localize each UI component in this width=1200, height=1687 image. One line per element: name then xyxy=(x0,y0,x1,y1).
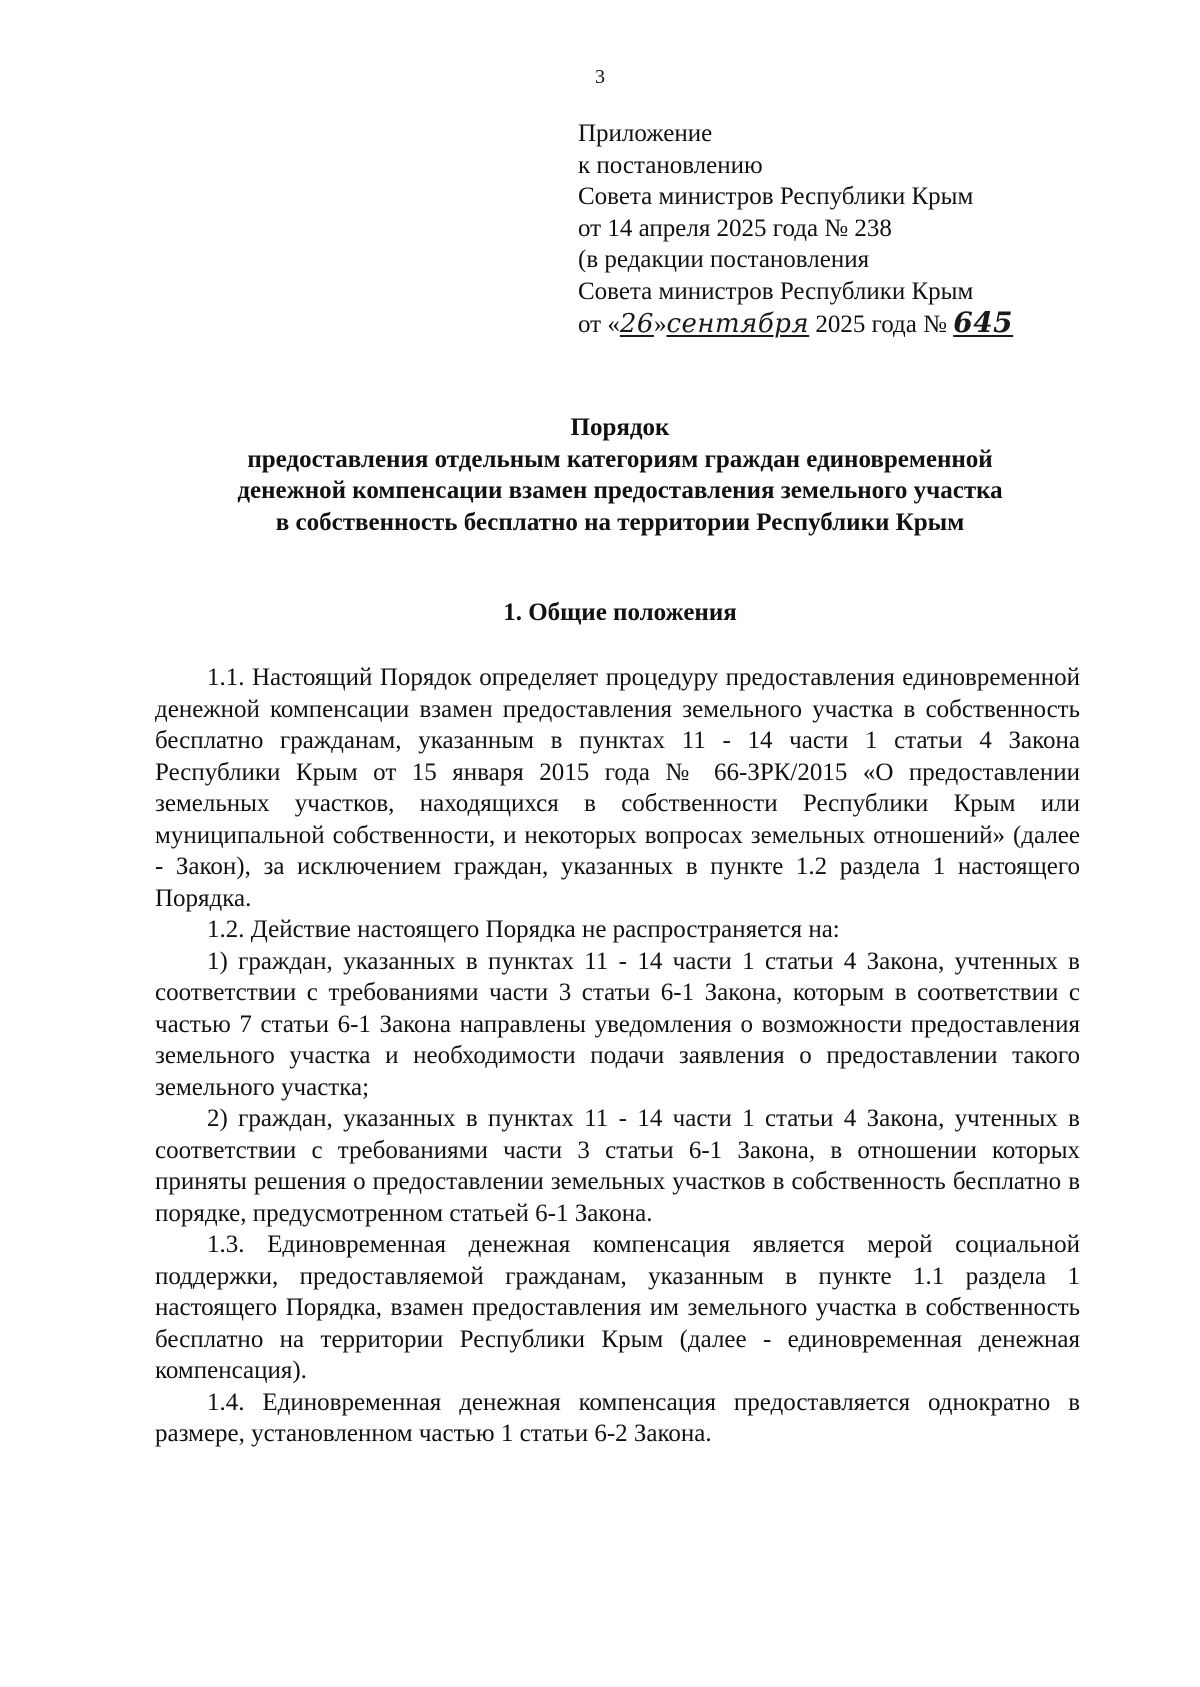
title-line: денежной компенсации взамен предоставления земельного участка xyxy=(237,477,1003,504)
amendment-date-quote: » xyxy=(653,311,667,338)
appendix-line: Совета министров Республики Крым xyxy=(578,183,974,210)
section-body xyxy=(155,662,1080,1450)
appendix-header xyxy=(578,118,1013,339)
paragraph: 1.3. Единовременная денежная компенсация является мерой социальной поддержки, предоставляемой гражданам, указанным в пункте 1.1 раздела 1 настоящего Порядка, взамен предоставления им земельного участка в собственность бесплатно на территории Республики Крым (далее - единовременная денежная компенсация). xyxy=(155,1231,1080,1384)
page-number: 3 xyxy=(595,66,605,88)
amendment-year: 2025 года № xyxy=(809,311,954,338)
handwritten-month: сентября xyxy=(666,309,810,339)
title-line: в собственность бесплатно на территории Республики Крым xyxy=(275,508,965,536)
appendix-line: (в редакции постановления xyxy=(578,246,870,273)
appendix-line: от 14 апреля 2025 года № 238 xyxy=(578,214,892,242)
title-line: предоставления отдельным категориям граждан единовременной xyxy=(247,445,993,473)
paragraph: 1) граждан, указанных в пунктах 11 - 14 части 1 статьи 4 Закона, учтенных в соответствии с требованиями части 3 статьи 6-1 Закона, которым в соответствии с частью 7 статьи 6-1 Закона направлены уведомления о возможности предоставления земельного участка и необходимости подачи заявления о предоставлении такого земельного участка; xyxy=(155,947,1080,1101)
handwritten-day: 26 xyxy=(619,309,654,339)
handwritten-number: 645 xyxy=(953,306,1014,339)
title-line: Порядок xyxy=(570,414,670,441)
paragraph: 2) граждан, указанных в пунктах 11 - 14 части 1 статьи 4 Закона, учтенных в соответствии с требованиями части 3 статьи 6-1 Закона, в отношении которых приняты решения о предоставлении земельных участков в собственность бесплатно в порядке, предусмотренном статьей 6-1 Закона. xyxy=(155,1105,1080,1227)
paragraph: 1.1. Настоящий Порядок определяет процедуру предоставления единовременной денежной компенсации взамен предоставления земельного участка в собственность бесплатно гражданам, указанным в пунктах 11 - 14 части 1 статьи 4 Закона Республики Крым от 15 января 2015 года № 66-ЗРК/2015 «О предоставлении земельных участков, находящихся в собственности Республики Крым или муниципальной собственности, и некоторых вопросах земельных отношений» (далее - Закон), за исключением граждан, указанных в пункте 1.2 раздела 1 настоящего Порядка. xyxy=(155,664,1080,912)
paragraph: 1.2. Действие настоящего Порядка не распространяется на: xyxy=(207,916,840,943)
appendix-line: Приложение xyxy=(578,120,713,147)
section-heading: 1. Общие положения xyxy=(503,599,737,626)
document-title xyxy=(160,412,1080,538)
appendix-line: Совета министров Республики Крым xyxy=(578,277,974,305)
appendix-amendment-line xyxy=(578,307,1013,339)
paragraph: 1.4. Единовременная денежная компенсация предоставляется однократно в размере, установленном частью 1 статьи 6-2 Закона. xyxy=(155,1388,1080,1447)
amendment-date-prefix: от « xyxy=(578,311,620,338)
appendix-line: к постановлению xyxy=(578,151,763,179)
